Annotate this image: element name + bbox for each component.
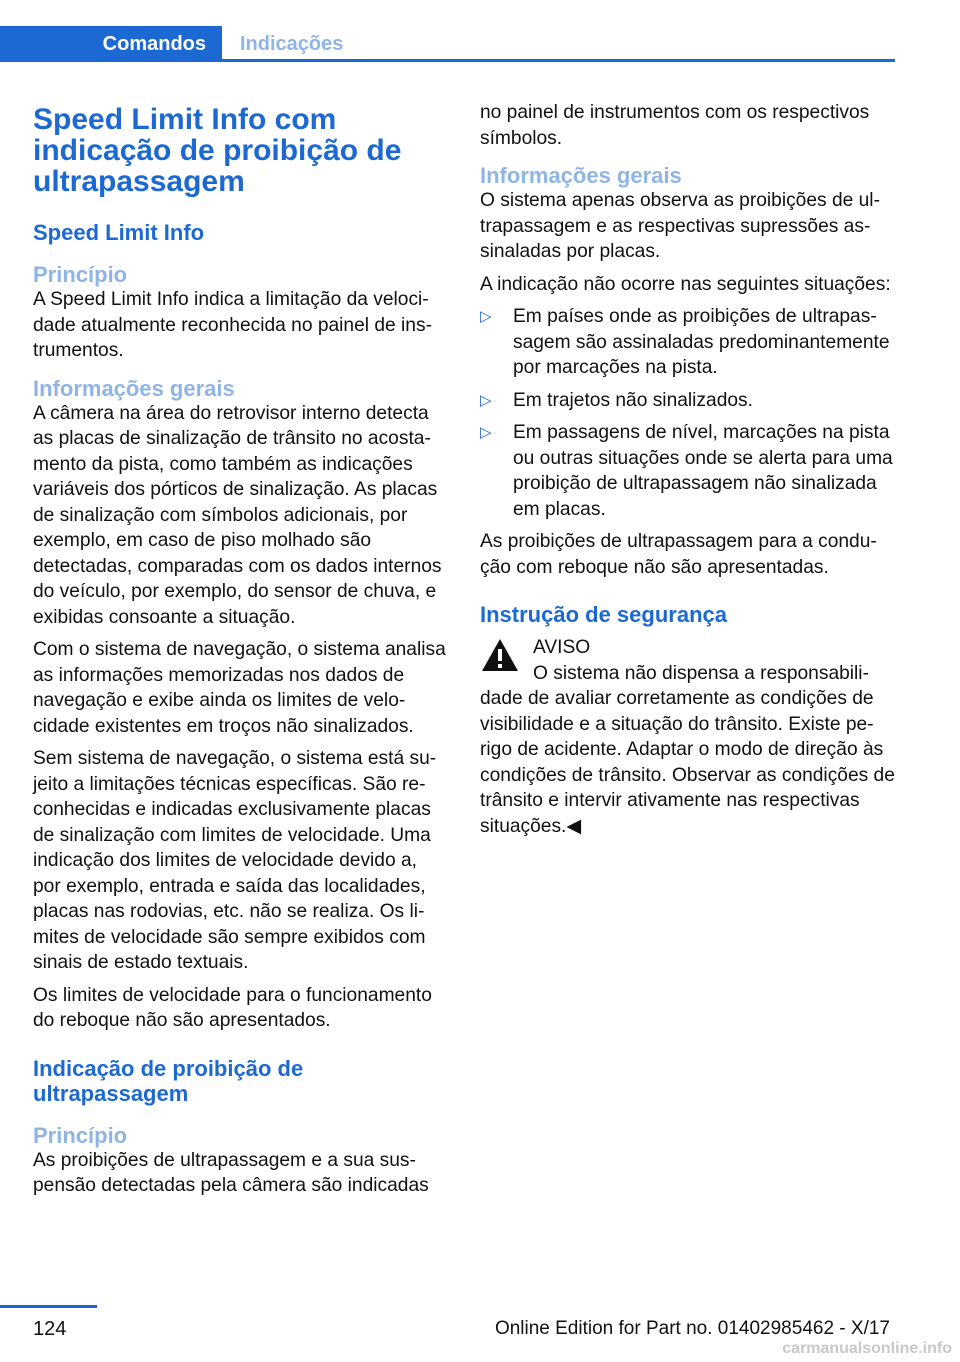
chapter-header bbox=[0, 26, 895, 62]
list-item: ▷ Em trajetos não sinalizados. bbox=[480, 388, 896, 414]
section-heading-speed-limit-info: Speed Limit Info bbox=[33, 220, 205, 245]
tab-indicacoes[interactable]: Indicações bbox=[240, 32, 344, 55]
subheading-principio: Princípio bbox=[33, 262, 128, 287]
paragraph: Sem sistema de navegação, o sistema está sujeito a limitações técnicas específicas. São reconhecidas e indicadas exclusivamente placas de sinalização com limites de velocidade. Uma indicação dos limites de velocidade devido a, por exemplo, entrada e saída das localidades, placas nas rodovias, etc. não se realiza. Os limites de velocidade são sempre exibidos com sinais de estado textuais. bbox=[33, 748, 437, 973]
situations-list bbox=[480, 304, 896, 522]
paragraph: Os limites de velocidade para o funcionamento do reboque não são apresentados. bbox=[33, 984, 432, 1031]
watermark: carmanualsonline.info bbox=[782, 1340, 952, 1357]
section-heading-proibicao: Indicação de proibição de ultrapassagem bbox=[33, 1055, 304, 1106]
triangle-bullet-icon: ▷ bbox=[480, 308, 492, 325]
triangle-bullet-icon: ▷ bbox=[480, 424, 492, 441]
subheading-principio: Princípio bbox=[33, 1122, 128, 1148]
header-rule bbox=[222, 59, 895, 62]
warning-label: AVISO bbox=[533, 637, 591, 658]
list-item: ▷ Em países onde as proibições de ultrapassagem são assinaladas predominantemente por marcações na pista. bbox=[480, 306, 890, 378]
page-number: 124 bbox=[33, 1318, 67, 1340]
section-heading-seguranca: Instrução de segurança bbox=[480, 602, 727, 627]
list-item: ▷ Em passagens de nível, marcações na pista ou outras situações onde se alerta para uma proibição de ultrapassagem não sinalizada em placas. bbox=[480, 422, 893, 520]
warning-text: O sistema não dispensa a responsabilidade de avaliar corretamente as condições de visibilidade e a situação do trânsito. Existe perigo de acidente. Adaptar o modo de direção às condições de trânsito. Observar as condições de trânsito e intervir ativamente nas respectivas situações.◀ bbox=[480, 662, 895, 837]
left-column bbox=[33, 100, 449, 1206]
warning-triangle-icon bbox=[480, 637, 520, 673]
paragraph: A Speed Limit Info indica a limitação da velocidade atualmente reconhecida no painel de instrumentos. bbox=[33, 289, 432, 361]
page-title: Speed Limit Info com indicação de proibição de ultrapassagem bbox=[33, 103, 402, 198]
subheading-informacoes-gerais: Informações gerais bbox=[33, 375, 235, 401]
paragraph: Com o sistema de navegação, o sistema analisa as informações memorizadas nos dados de navegação e exibe ainda os limites de velocidade existentes em troços não sinalizados. bbox=[33, 639, 446, 737]
tab-comandos[interactable]: Comandos bbox=[0, 26, 222, 62]
footer-rule bbox=[0, 1305, 97, 1308]
paragraph: A câmera na área do retrovisor interno detecta as placas de sinalização de trânsito no acostamento da pista, como também as indicações variáveis dos pórticos de sinalização. As placas de sinalização com símbolos adicionais, por exemplo, em caso de piso molhado são detectadas, comparadas com os dados internos do veículo, por exemplo, do sensor de chuva, e exibidas consoante a situação. bbox=[33, 402, 442, 628]
subheading-informacoes-gerais: Informações gerais bbox=[480, 163, 682, 188]
triangle-bullet-icon: ▷ bbox=[480, 391, 492, 409]
paragraph: A indicação não ocorre nas seguintes situações: bbox=[480, 273, 891, 295]
paragraph: O sistema apenas observa as proibições de ultrapassagem e as respectivas supressões assinaladas por placas. bbox=[480, 190, 880, 262]
edition-info: Online Edition for Part no. 01402985462 - X/17 bbox=[494, 1318, 890, 1339]
paragraph: As proibições de ultrapassagem e a sua suspensão detectadas pela câmera são indicadas bbox=[33, 1149, 429, 1196]
paragraph: no painel de instrumentos com os respectivos símbolos. bbox=[480, 102, 870, 149]
paragraph: As proibições de ultrapassagem para a condução com reboque não são apresentadas. bbox=[480, 531, 877, 578]
warning-block bbox=[480, 635, 896, 661]
right-column bbox=[480, 100, 896, 839]
